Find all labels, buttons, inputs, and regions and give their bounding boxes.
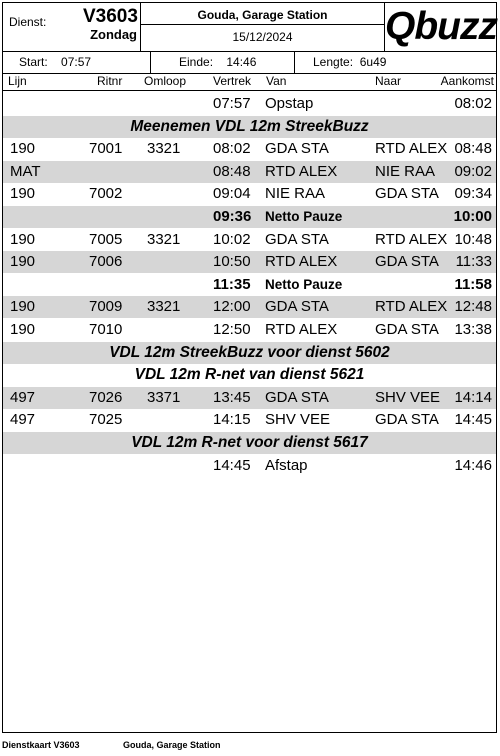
cell-naar: GDA STA [375,411,439,429]
lengte-field [295,51,496,73]
cell-van: GDA STA [265,388,329,406]
table-row [3,93,496,115]
cell-vertrek: 10:02 [213,230,251,248]
cell-ritnr: 7005 [89,230,123,248]
cell-lijn: 497 [10,411,36,429]
start-field [3,51,151,73]
cell-van: RTD ALEX [265,320,338,338]
einde-label: Einde: [179,55,214,69]
cell-vertrek: 14:15 [213,411,251,429]
cell-vertrek: 08:48 [213,162,251,180]
cell-aankomst: 12:48 [454,298,492,316]
day-label: Zondag [90,27,137,42]
cell-ritnr: 7006 [89,253,123,271]
cell-lijn: 190 [10,253,36,271]
cell-ritnr: 7009 [89,298,123,316]
cell-naar: NIE RAA [375,162,436,180]
cell-naar: RTD ALEX [375,140,448,158]
cell-van: SHV VEE [265,411,331,429]
cell-vertrek: 14:45 [213,456,251,474]
table-row [3,161,496,183]
cell-van: Netto Pauze [265,208,343,224]
cell-ritnr: 7001 [89,140,123,158]
location-name: Gouda, Garage Station [141,6,384,25]
table-row [3,183,496,205]
table-row [3,296,496,318]
cell-omloop: 3321 [147,230,181,248]
cell-ritnr: 7025 [89,411,123,429]
col-naar: Naar [375,74,402,88]
cell-van: Opstap [265,95,314,112]
cell-lijn: 497 [10,388,36,406]
cell-lijn: 190 [10,298,36,316]
cell-naar: GDA STA [375,185,439,203]
header-times [3,51,496,74]
dienst-value-box [83,3,141,51]
table-row [3,455,496,477]
dienst-label: Dienst: [9,15,47,29]
schedule-rows [3,93,496,477]
cell-aankomst: 09:02 [454,162,492,180]
col-ritnr: Ritnr [97,74,123,88]
cell-vertrek: 11:35 [213,275,251,293]
header-top [3,3,496,52]
dienstkaart-sheet [2,2,497,733]
pause-row [3,274,496,296]
section-title: VDL 12m StreekBuzz voor dienst 5602 [3,342,496,364]
cell-aankomst: 08:02 [454,95,492,112]
cell-van: GDA STA [265,140,329,158]
footer-right: Gouda, Garage Station [123,740,221,750]
col-aankomst: Aankomst [440,74,494,88]
cell-lijn: 190 [10,320,36,338]
cell-aankomst: 10:48 [454,230,492,248]
cell-van: RTD ALEX [265,162,338,180]
section-title: Meenemen VDL 12m StreekBuzz [3,116,496,138]
table-row [3,319,496,341]
col-lijn: Lijn [8,74,27,88]
section-title: VDL 12m R-net van dienst 5621 [134,366,365,384]
cell-van: GDA STA [265,230,329,248]
cell-aankomst: 13:38 [454,320,492,338]
start-label: Start: [19,55,48,69]
cell-naar: RTD ALEX [375,298,448,316]
cell-ritnr: 7026 [89,388,123,406]
cell-naar: GDA STA [375,320,439,338]
pause-row [3,206,496,228]
table-row [3,251,496,273]
cell-van: NIE RAA [265,185,326,203]
einde-value: 14:46 [226,55,257,69]
cell-lijn: MAT [10,162,41,180]
cell-omloop: 3321 [147,298,181,316]
cell-vertrek: 08:02 [213,140,251,158]
cell-omloop: 3371 [147,388,181,406]
cell-ritnr: 7002 [89,185,123,203]
cell-vertrek: 07:57 [213,95,251,112]
table-row [3,409,496,431]
cell-ritnr: 7010 [89,320,123,338]
cell-naar: GDA STA [375,253,439,271]
date-value: 15/12/2024 [232,30,293,44]
section-title: VDL 12m R-net voor dienst 5617 [3,432,496,454]
table-row [3,138,496,160]
cell-vertrek: 12:00 [213,298,251,316]
cell-lijn: 190 [10,185,36,203]
col-vertrek: Vertrek [213,74,252,88]
cell-vertrek: 12:50 [213,320,251,338]
footer-left: Dienstkaart V3603 [2,740,80,750]
cell-van: RTD ALEX [265,253,338,271]
cell-aankomst: 14:14 [454,388,492,406]
cell-aankomst: 08:48 [454,140,492,158]
cell-vertrek: 13:45 [213,388,251,406]
lengte-label: Lengte: [313,55,354,69]
cell-lijn: 190 [10,140,36,158]
einde-field [151,51,295,73]
cell-naar: RTD ALEX [375,230,448,248]
cell-vertrek: 09:36 [213,207,252,225]
cell-omloop: 3321 [147,140,181,158]
column-header-row [3,73,496,91]
cell-aankomst: 14:46 [454,456,492,474]
col-omloop: Omloop [144,74,187,88]
cell-vertrek: 10:50 [213,253,251,271]
dienst-code: V3603 [83,6,138,27]
qbuzz-logo: Qbuzz [385,5,497,48]
cell-naar: SHV VEE [375,388,441,406]
cell-aankomst: 09:34 [454,185,492,203]
cell-van: Afstap [265,456,308,474]
lengte-value: 6u49 [359,55,387,69]
cell-aankomst: 11:33 [455,253,492,271]
cell-aankomst: 11:58 [454,275,492,293]
cell-van: GDA STA [265,298,329,316]
cell-vertrek: 09:04 [213,185,251,203]
start-value: 07:57 [61,55,92,69]
location-box [141,3,385,51]
cell-aankomst: 14:45 [454,411,492,429]
cell-aankomst: 10:00 [453,207,492,225]
cell-lijn: 190 [10,230,36,248]
col-van: Van [266,74,287,88]
table-row [3,229,496,251]
cell-van: Netto Pauze [265,276,343,292]
table-row [3,387,496,409]
